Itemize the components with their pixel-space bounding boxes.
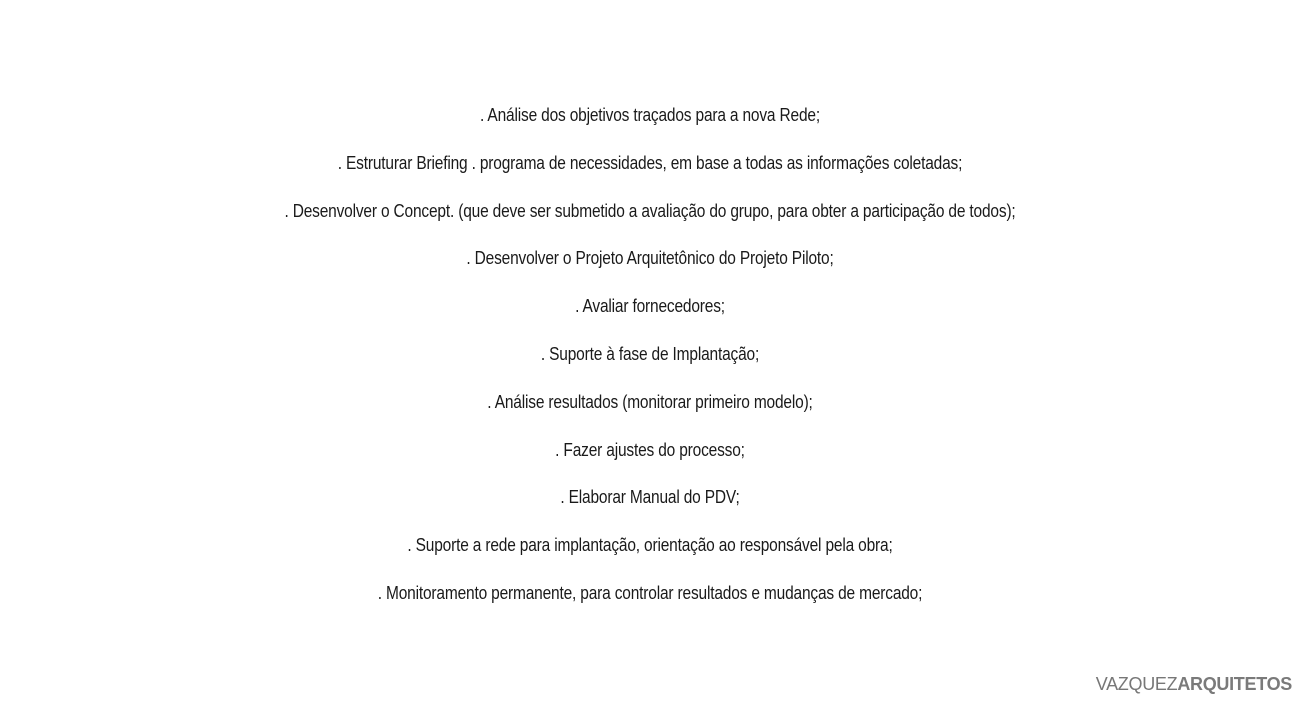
list-item: . Avaliar fornecedores; [575,296,725,317]
brand-name-light: VAZQUEZ [1095,674,1178,694]
list-item: . Estruturar Briefing . programa de necessidades, em base a todas as informações coletadas; [337,152,963,173]
list-item: . Monitoramento permanente, para controlar resultados e mudanças de mercado; [377,582,923,603]
list-item: . Suporte a rede para implantação, orientação ao responsável pela obra; [407,535,893,556]
brand-logo [1096,673,1292,695]
brand-name-bold: ARQUITETOS [1177,674,1292,694]
service-steps-list [0,92,1300,618]
list-item: . Desenvolver o Projeto Arquitetônico do Projeto Piloto; [466,248,834,269]
list-item: . Desenvolver o Concept. (que deve ser submetido a avaliação do grupo, para obter a participação de todos); [284,200,1016,221]
list-item: . Elaborar Manual do PDV; [560,487,740,508]
list-item: . Suporte à fase de Implantação; [540,343,760,364]
list-item: . Análise dos objetivos traçados para a nova Rede; [480,105,820,125]
list-item: . Fazer ajustes do processo; [555,439,745,460]
list-item: . Análise resultados (monitorar primeiro modelo); [487,391,813,412]
